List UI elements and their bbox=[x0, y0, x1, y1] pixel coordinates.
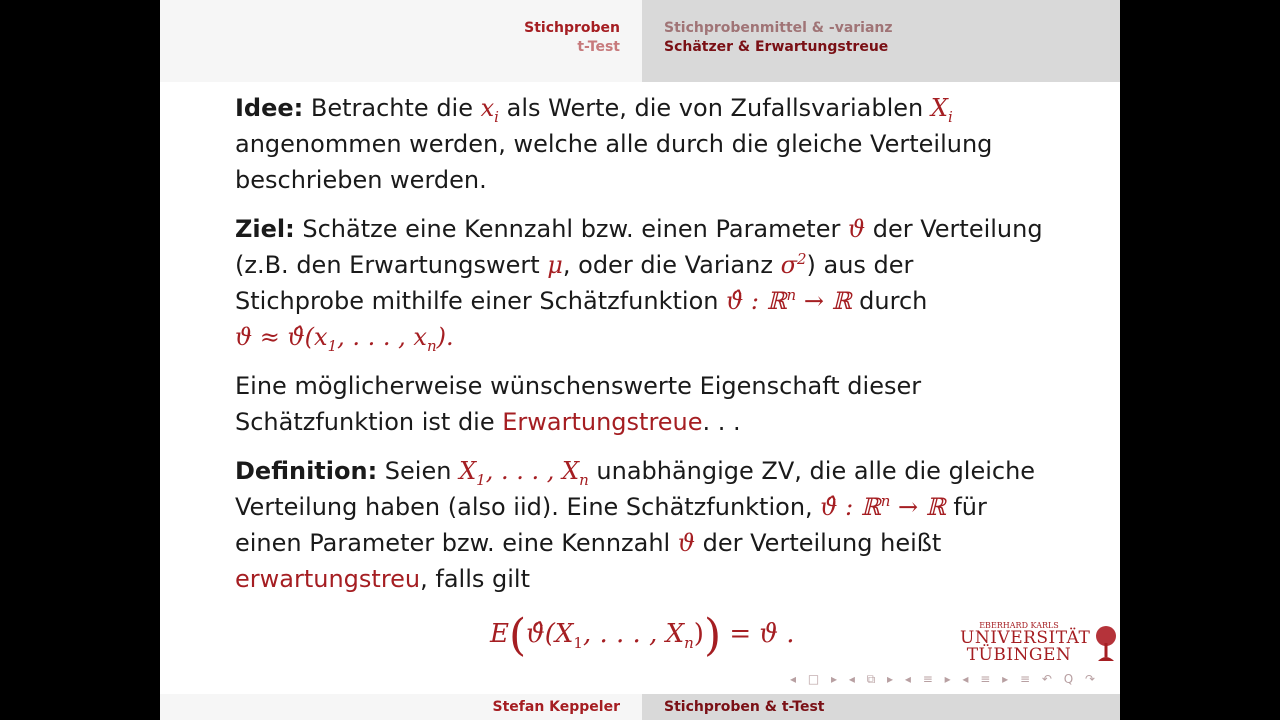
slide bbox=[160, 0, 1120, 720]
text: Schätzfunktion ist die bbox=[235, 408, 503, 436]
text: Schätze eine Kennzahl bzw. einen Parameter bbox=[294, 215, 848, 243]
text: ) aus der bbox=[806, 251, 914, 279]
nav-section-t-test[interactable]: t-Test bbox=[577, 39, 620, 55]
text: Verteilung haben (also iid). Eine Schätzfunktion, bbox=[235, 493, 821, 521]
footer-title-box bbox=[642, 694, 1120, 720]
highlight-erwartungstreue: Erwartungstreue bbox=[502, 408, 703, 436]
math: ϑ̂ : ℝ$^n$ → ℝ bbox=[820, 492, 946, 521]
slide-body bbox=[235, 90, 1095, 610]
math: $\sigma^2$ bbox=[780, 250, 807, 279]
label-ziel: Ziel: bbox=[235, 215, 295, 243]
math: ϑ bbox=[677, 529, 695, 557]
text: Stichprobe mithilfe einer Schätzfunktion bbox=[235, 287, 727, 315]
university-logo: EBERHARD KARLS UNIVERSITÄT TÜBINGEN bbox=[960, 621, 1091, 665]
math: $x_i$ bbox=[480, 94, 499, 126]
label-idee: Idee: bbox=[235, 94, 304, 122]
header-subsections bbox=[642, 0, 1120, 82]
text: beschrieben werden. bbox=[235, 166, 487, 194]
nav-subsection-schaetzer[interactable]: Schätzer & Erwartungstreue bbox=[664, 39, 889, 55]
text: Eine möglicherweise wünschenswerte Eigenschaft dieser bbox=[235, 372, 922, 400]
text: Betrachte die bbox=[303, 94, 481, 122]
text: der Verteilung heißt bbox=[695, 529, 942, 557]
math: $X_i$ bbox=[930, 94, 953, 126]
text: unabhängige ZV, die alle die gleiche bbox=[588, 457, 1036, 485]
beamer-navigation-icons[interactable]: ◂ □ ▸ ◂ ⧉ ▸ ◂ ≡ ▸ ◂ ≡ ▸ ≡ ↶ Q ↷ bbox=[790, 672, 1100, 686]
text: für bbox=[945, 493, 987, 521]
text: angenommen werden, welche alle durch die gleiche Verteilung bbox=[235, 130, 993, 158]
math: $ϑ \approx ϑ̂(x_1$, . . . , $x_n$). bbox=[235, 323, 454, 355]
header-sections bbox=[160, 0, 642, 82]
footer-title: Stichproben & t-Test bbox=[664, 699, 825, 715]
text: , oder die Varianz bbox=[562, 251, 781, 279]
text: . . . bbox=[702, 408, 741, 436]
paragraph-idee bbox=[235, 90, 1095, 198]
highlight-erwartungstreu: erwartungstreu bbox=[235, 565, 421, 593]
paragraph-definition bbox=[235, 453, 1095, 597]
footer-author-box bbox=[160, 694, 642, 720]
tree-logo-icon bbox=[1095, 625, 1117, 663]
text: der Verteilung bbox=[865, 215, 1043, 243]
text: durch bbox=[851, 287, 928, 315]
nav-section-stichproben[interactable]: Stichproben bbox=[524, 20, 620, 36]
math: $X_1$, . . . , $X_n$ bbox=[459, 457, 589, 489]
text: als Werte, die von Zufallsvariablen bbox=[498, 94, 931, 122]
text: (z.B. den Erwartungswert bbox=[235, 251, 548, 279]
nav-subsection-mittel[interactable]: Stichprobenmittel & -varianz bbox=[664, 20, 893, 36]
paragraph-ziel bbox=[235, 211, 1095, 355]
label-definition: Definition: bbox=[235, 457, 378, 485]
text: , falls gilt bbox=[420, 565, 531, 593]
math: ϑ̂ : ℝ$^n$ → ℝ bbox=[726, 286, 852, 315]
text: einen Parameter bzw. eine Kennzahl bbox=[235, 529, 678, 557]
math: μ bbox=[547, 251, 563, 279]
paragraph-eigenschaft bbox=[235, 368, 1095, 440]
formula-expectation: $E(ϑ̂(X_1$, . . . , $X_n)) = ϑ$ . bbox=[490, 610, 795, 661]
text: Seien bbox=[377, 457, 460, 485]
footer-author: Stefan Keppeler bbox=[492, 699, 620, 715]
math: ϑ bbox=[847, 215, 866, 243]
